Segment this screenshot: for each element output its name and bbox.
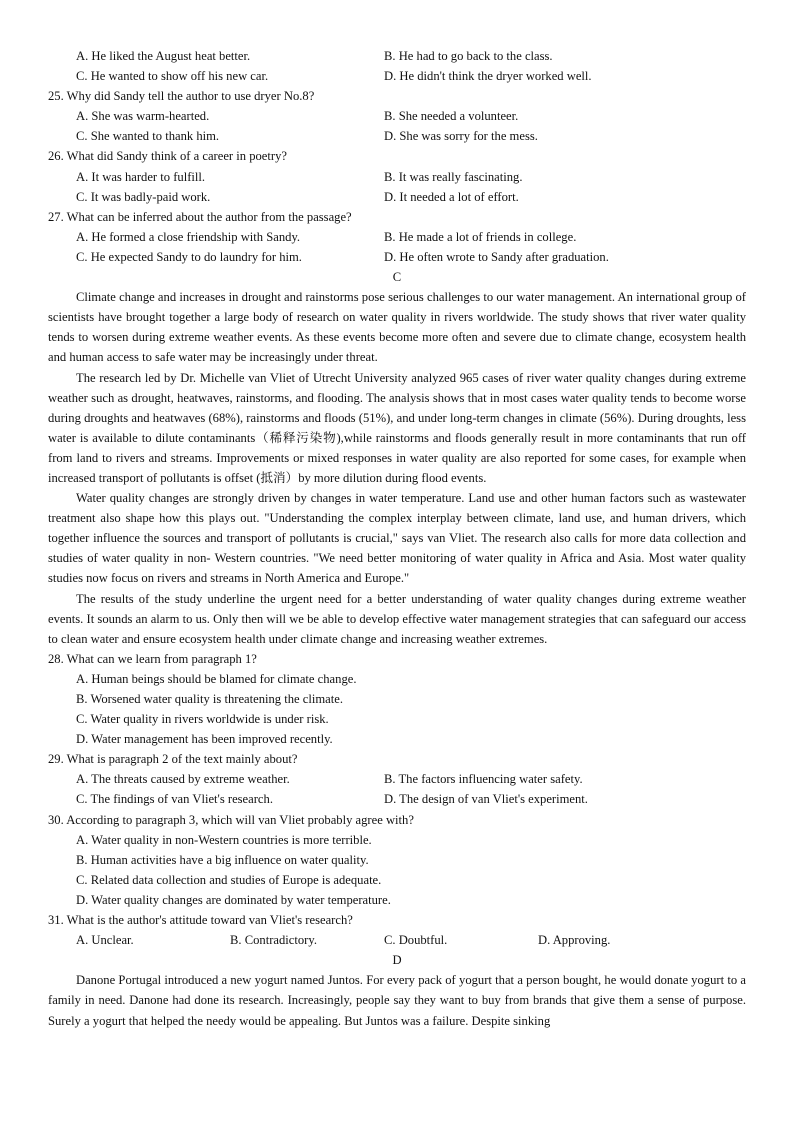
option-row (48, 789, 746, 809)
option-d: D. He didn't think the dryer worked well. (384, 69, 592, 84)
option-c: C. Related data collection and studies of Europe is adequate. (76, 872, 382, 887)
option-d: D. Water management has been improved recently. (76, 732, 333, 747)
option-b: B. It was really fascinating. (384, 169, 523, 184)
option-row (48, 769, 746, 789)
section-c-paragraph-2: The research led by Dr. Michelle van Vliet of Utrecht University analyzed 965 cases of river water quality changes during extreme weather such as drought, heatwaves, rainstorms, and flooding. The analysis shows that in most cases water quality tends to become worse during droughts and heatwaves (68%), rainstorms and floods (51%), and under long-term changes in climate (56%). During droughts, less water is available to dilute contaminants（稀释污染物),while rainstorms and floods generally result in more contaminants that run off from land to rivers and streams. Improvements or mixed responses in water quality are also reported for some cases, for example when increased transport of pollutants is offset (抵消）by more dilution during flood events. (48, 370, 746, 485)
option-d: D. He often wrote to Sandy after graduation. (384, 249, 609, 264)
option-row (48, 46, 746, 66)
option-c: C. Water quality in rivers worldwide is under risk. (76, 712, 329, 727)
option-a: A. Water quality in non-Western countries is more terrible. (76, 832, 372, 847)
option-a: A. Human beings should be blamed for climate change. (76, 671, 357, 686)
option-b: B. The factors influencing water safety. (384, 772, 583, 787)
section-d-paragraph-1: Danone Portugal introduced a new yogurt named Juntos. For every pack of yogurt that a person bought, he would donate yogurt to a family in need. Danone had done its research. Increasingly, people say they want to buy from brands that give them a sense of purpose. Surely a yogurt that helped the needy would be appealing. But Juntos was a failure. Despite sinking (48, 973, 746, 1028)
option-c: C. He wanted to show off his new car. (76, 69, 269, 84)
option-c: C. He expected Sandy to do laundry for him. (76, 249, 302, 264)
option-d: D. It needed a lot of effort. (384, 189, 519, 204)
option-b: B. He made a lot of friends in college. (384, 229, 577, 244)
option-c: C. Doubtful. (384, 933, 448, 948)
exam-page (48, 46, 746, 1031)
option-a: A. It was harder to fulfill. (76, 169, 206, 184)
option-b: B. Human activities have a big influence on water quality. (76, 852, 369, 867)
section-c-paragraph-1: Climate change and increases in drought and rainstorms pose serious challenges to our water management. An international group of scientists have brought together a large body of research on water quality in rivers worldwide. The study shows that river water quality tends to worsen during extreme weather events. As these events become more often and severe due to climate change, ecosystem health and human access to safe water may be increasingly under threat. (48, 290, 746, 365)
section-c-paragraph-4: The results of the study underline the urgent need for a better understanding of water quality changes during extreme weather events. It sounds an alarm to us. Only then will we be able to develop effective water management strategies that can safeguard our access to clean water and ensure ecosystem health under climate change and increasing weather extremes. (48, 591, 746, 646)
option-row (48, 126, 746, 146)
option-a: A. Unclear. (76, 933, 134, 948)
option-a: A. She was warm-hearted. (76, 109, 210, 124)
section-d-heading: D (392, 953, 402, 968)
option-row (48, 227, 746, 247)
question-26: 26. What did Sandy think of a career in poetry? (48, 149, 287, 164)
option-a: A. He formed a close friendship with Sandy. (76, 229, 301, 244)
option-c: C. The findings of van Vliet's research. (76, 792, 273, 807)
option-b: B. She needed a volunteer. (384, 109, 519, 124)
question-25: 25. Why did Sandy tell the author to use dryer No.8? (48, 89, 315, 104)
question-28: 28. What can we learn from paragraph 1? (48, 651, 257, 666)
option-d: D. Approving. (538, 933, 611, 948)
question-27: 27. What can be inferred about the author from the passage? (48, 209, 352, 224)
option-b: B. Worsened water quality is threatening the climate. (76, 692, 343, 706)
option-b: B. Contradictory. (230, 933, 317, 948)
question-30: 30. According to paragraph 3, which will van Vliet probably agree with? (48, 812, 414, 827)
section-c-heading: C (392, 270, 402, 285)
option-row (48, 66, 746, 86)
question-31: 31. What is the author's attitude toward van Vliet's research? (48, 913, 353, 928)
option-b: B. He had to go back to the class. (384, 49, 553, 63)
option-row (48, 167, 746, 187)
option-row (48, 106, 746, 126)
option-a: A. He liked the August heat better. (76, 49, 251, 63)
option-row (48, 247, 746, 267)
option-d: D. She was sorry for the mess. (384, 129, 538, 144)
option-d: D. The design of van Vliet's experiment. (384, 792, 588, 807)
option-c: C. It was badly-paid work. (76, 189, 211, 204)
section-c-paragraph-3: Water quality changes are strongly driven by changes in water temperature. Land use and other human factors such as wastewater treatment also shape how this plays out. "Understanding the complex interplay between climate, land use, and human drivers, which together influence the sources and transport of pollutants is crucial," says van Vliet. The research also calls for more data collection and studies of water quality in non- Western countries. "We need better monitoring of water quality in Africa and Asia. Most water quality studies now focus on rivers and streams in North America and Europe." (48, 491, 746, 586)
option-row (48, 187, 746, 207)
question-29: 29. What is paragraph 2 of the text mainly about? (48, 752, 298, 767)
option-row (48, 930, 746, 950)
option-a: A. The threats caused by extreme weather. (76, 772, 290, 787)
option-d: D. Water quality changes are dominated by water temperature. (76, 892, 391, 907)
option-c: C. She wanted to thank him. (76, 129, 220, 144)
